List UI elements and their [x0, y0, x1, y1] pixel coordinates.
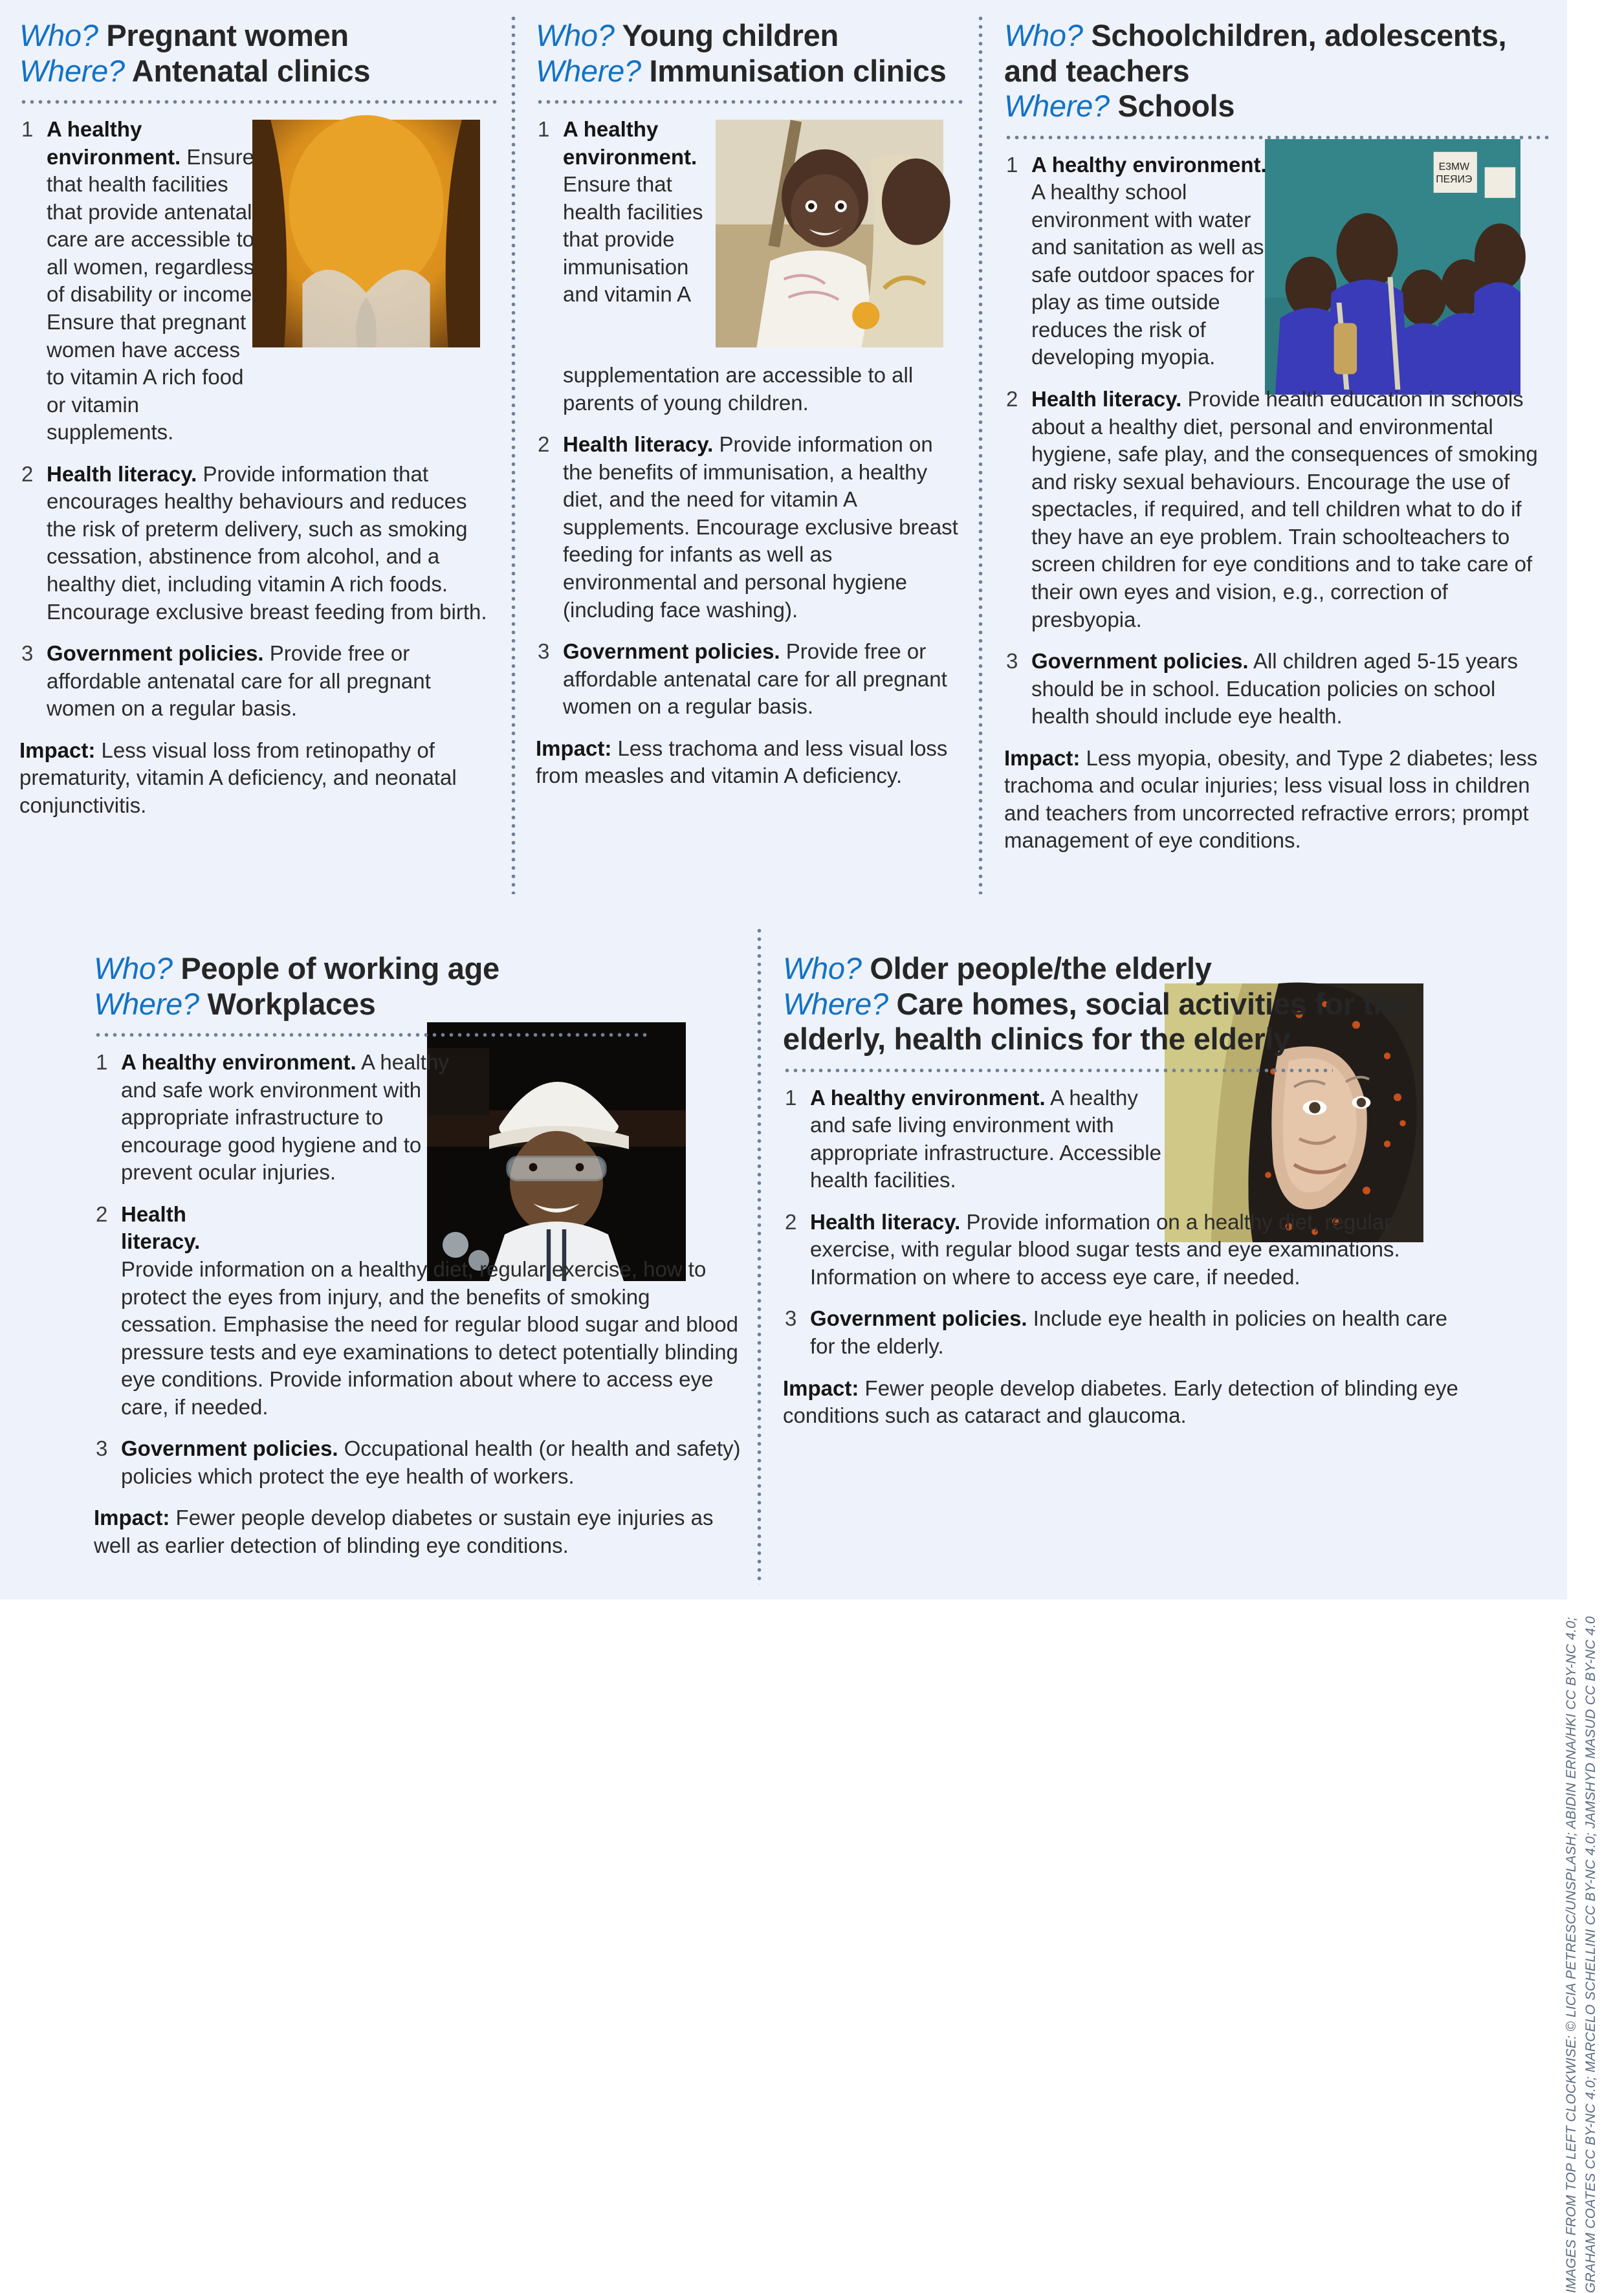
item-number: 2	[1006, 387, 1018, 411]
credits-line-2: GRAHAM COATES CC BY-NC 4.0; MARCELO SCHELLINI CC BY-NC 4.0; JAMSHYD MASUD CC BY-NC 4.0	[1583, 1616, 1599, 2293]
item-body: Provide free or affordable antenatal care for all pregnant women on a regular basis.	[563, 639, 947, 719]
item-number: 2	[21, 461, 34, 486]
item-number: 3	[538, 639, 550, 664]
list-item	[94, 1435, 741, 1490]
panel-young-children	[536, 18, 963, 790]
item-title: A healthy environment.	[563, 117, 697, 169]
who-value: Pregnant women	[106, 18, 349, 52]
svg-text:ПЕЯИЭ: ПЕЯИЭ	[1436, 174, 1473, 186]
list-item	[536, 116, 963, 417]
item-title: Government policies.	[563, 639, 780, 664]
where-value: Immunisation clinics	[649, 53, 947, 88]
impact-text	[19, 737, 498, 820]
who-label: Who?	[536, 18, 615, 52]
who-label: Who?	[94, 951, 173, 985]
item-body: A healthy school environment with water and sanitation as well as safe outdoor spaces for play as time outside reduces the risk of developing myopia.	[1031, 180, 1264, 369]
item-title: A healthy environment.	[1031, 152, 1267, 177]
impact-label: Impact:	[1004, 745, 1081, 770]
item-body: Provide information that encourages healthy behaviours and reduces the risk of preterm delivery, such as smoking cessation, abstinence from alcohol, and a healthy diet, including vitamin A rich foods. Encourage exclusive breast feeding from birth.	[47, 461, 487, 624]
who-value: Schoolchildren, adolescents, and teachers	[1004, 18, 1507, 88]
item-title: Health literacy.	[121, 1201, 201, 1254]
item-body: Provide information on a healthy diet, regular exercise, how to protect the eyes from injury, and the benefits of smoking cessation. Emphasise the need for regular blood sugar and blood pressure tests and eye examinations to detect potentially blinding eye conditions. Provide information about where to access eye care, if needed.	[121, 1256, 738, 1419]
divider-col1-col2	[511, 14, 516, 894]
svg-text:E3MW: E3MW	[1438, 161, 1470, 173]
item-body: Provide information on the benefits of immunisation, a healthy diet, and the need for vitamin A supplements. Encourage exclusive breast feeding for infants as well as environmental and personal hygiene (including face washing).	[563, 432, 958, 622]
panel-heading	[1004, 18, 1551, 124]
impact-text	[783, 1375, 1472, 1430]
who-value: People of working age	[181, 951, 499, 985]
item-text	[563, 431, 963, 624]
item-body: Include eye health in policies on health care for the elderly.	[810, 1306, 1448, 1359]
item-number: 2	[785, 1209, 797, 1234]
list-item	[1004, 151, 1551, 372]
list-item	[19, 461, 498, 626]
item-title: Health literacy.	[47, 461, 197, 486]
item-body: Occupational health (or health and safety) policies which protect the eye health of workers.	[121, 1436, 741, 1488]
impact-label: Impact:	[94, 1506, 170, 1530]
panel-heading	[94, 951, 741, 1022]
where-label: Where?	[783, 986, 888, 1021]
list-item	[1004, 386, 1551, 633]
impact-text	[536, 735, 963, 790]
recommendation-list	[19, 116, 498, 820]
item-text	[121, 1201, 741, 1421]
item-text	[121, 1435, 741, 1490]
list-item	[19, 116, 498, 446]
panel-heading	[536, 18, 963, 89]
item-title: Health literacy.	[810, 1209, 961, 1234]
divider-col2-col3	[978, 14, 983, 894]
list-item	[94, 1049, 741, 1187]
item-text	[47, 640, 498, 723]
who-value: Young children	[622, 18, 839, 52]
where-value: Care homes, social activities for the elderly, health clinics for the elderly	[783, 986, 1409, 1057]
list-item	[783, 1305, 1472, 1360]
where-value: Antenatal clinics	[131, 53, 371, 88]
item-body: Provide health education in schools about a healthy diet, personal and environmental hygiene, safe play, and the consequences of smoking and risky sexual behaviours. Encourage the use of spectacles, if required, and tell children what to do if they have an eye problem. Train schoolteachers to screen children for eye conditions and to take care of their own eyes and vision, e.g., correction of presbyopia.	[1031, 387, 1538, 631]
item-number: 2	[538, 432, 550, 457]
dotted-rule	[783, 1068, 1333, 1073]
divider-col4-col5	[757, 927, 762, 1585]
item-number: 3	[1006, 649, 1018, 674]
where-label: Where?	[19, 53, 125, 88]
item-title: Government policies.	[121, 1436, 338, 1461]
list-item	[783, 1084, 1472, 1194]
item-number: 3	[96, 1436, 108, 1461]
recommendation-list	[94, 1049, 741, 1560]
who-label: Who?	[19, 18, 98, 52]
item-text	[1031, 648, 1551, 730]
item-body: A healthy and safe work environment with appropriate infrastructure to encourage good hygiene and to prevent ocular injuries.	[121, 1050, 449, 1185]
item-title: Government policies.	[810, 1306, 1027, 1331]
impact-label: Impact:	[536, 736, 612, 760]
where-label: Where?	[1004, 89, 1110, 124]
credits-line-1: IMAGES FROM TOP LEFT CLOCKWISE: © LICIA PETRESC/UNSPLASH; ABIDIN ERNA/HKI CC BY-NC 4.0;	[1564, 1617, 1579, 2293]
item-title: A healthy environment.	[121, 1050, 357, 1075]
item-text	[563, 116, 963, 417]
impact-label: Impact:	[783, 1376, 859, 1400]
item-title: Health literacy.	[563, 432, 714, 457]
item-body: Provide information on a healthy diet, regular exercise, with regular blood sugar tests and eye examinations. Information on where to access eye care, if needed.	[810, 1209, 1400, 1289]
impact-text	[1004, 745, 1551, 855]
item-number: 3	[785, 1306, 797, 1331]
impact-text	[94, 1504, 741, 1559]
who-label: Who?	[1004, 18, 1083, 52]
dotted-rule	[1004, 135, 1551, 140]
item-text	[47, 116, 498, 446]
impact-body: Less visual loss from retinopathy of prematurity, vitamin A deficiency, and neonatal conjunctivitis.	[19, 738, 457, 817]
impact-body: Fewer people develop diabetes or sustain eye injuries as well as earlier detection of blinding eye conditions.	[94, 1506, 714, 1558]
who-label: Who?	[783, 951, 862, 985]
item-title: Health literacy.	[1031, 387, 1182, 411]
item-text	[563, 638, 963, 721]
item-text	[1031, 151, 1551, 372]
item-body: A healthy and safe living environment with appropriate infrastructure. Accessible health facilities.	[810, 1085, 1161, 1192]
list-item	[1004, 648, 1551, 730]
where-label: Where?	[536, 53, 641, 88]
item-text	[121, 1049, 741, 1187]
dotted-rule	[94, 1033, 647, 1037]
item-number: 1	[21, 117, 34, 142]
panel-schoolchildren	[1004, 18, 1551, 855]
item-text	[47, 461, 498, 626]
list-item	[536, 638, 963, 721]
impact-body: Less trachoma and less visual loss from measles and vitamin A deficiency.	[536, 736, 948, 788]
item-body: Provide free or affordable antenatal care for all pregnant women on a regular basis.	[47, 641, 431, 721]
dotted-rule	[19, 100, 498, 104]
impact-body: Fewer people develop diabetes. Early detection of blinding eye conditions such as cataract and glaucoma.	[783, 1376, 1458, 1428]
item-body: All children aged 5-15 years should be in school. Education policies on school health should include eye health.	[1031, 649, 1519, 729]
panel-heading	[783, 951, 1472, 1057]
item-number: 1	[785, 1085, 797, 1110]
where-value: Schools	[1117, 89, 1235, 124]
impact-label: Impact:	[19, 738, 96, 762]
list-item	[94, 1201, 741, 1421]
item-number: 1	[538, 117, 550, 142]
item-body: Ensure that health facilities that provide immunisation and vitamin A supplementation are accessible to all parents of young children.	[563, 172, 914, 415]
recommendation-list	[536, 116, 963, 790]
where-value: Workplaces	[207, 986, 376, 1021]
item-text	[810, 1305, 1472, 1360]
recommendation-list	[1004, 151, 1551, 855]
panel-heading	[19, 18, 498, 89]
impact-body: Less myopia, obesity, and Type 2 diabetes; less trachoma and ocular injuries; less visual loss in children and teachers from uncorrected refractive errors; prompt management of eye conditions.	[1004, 745, 1538, 853]
item-number: 2	[96, 1201, 108, 1226]
recommendation-list	[783, 1084, 1472, 1430]
item-title: A healthy environment.	[47, 117, 181, 169]
image-credits	[1562, 1599, 1624, 2293]
panel-working-age	[94, 951, 741, 1560]
where-label: Where?	[94, 986, 199, 1021]
item-text	[810, 1084, 1472, 1194]
item-text	[1031, 386, 1551, 633]
list-item	[783, 1209, 1472, 1291]
list-item	[536, 431, 963, 624]
item-title: Government policies.	[1031, 649, 1249, 674]
item-body: Ensure that health facilities that provide antenatal care are accessible to all women, regardless of disability or income. Ensure that pregnant women have access to vitamin A rich food or vitamin supplements.	[47, 144, 258, 444]
panel-older-people	[783, 951, 1472, 1430]
who-value: Older people/the elderly	[870, 951, 1212, 985]
item-title: Government policies.	[47, 641, 264, 666]
item-number: 1	[96, 1050, 108, 1075]
list-item	[19, 640, 498, 723]
item-text	[810, 1209, 1472, 1291]
item-number: 3	[21, 641, 34, 666]
item-title: A healthy environment.	[810, 1085, 1046, 1110]
panel-pregnant-women	[19, 18, 498, 820]
item-number: 1	[1006, 152, 1018, 177]
dotted-rule	[536, 100, 963, 104]
